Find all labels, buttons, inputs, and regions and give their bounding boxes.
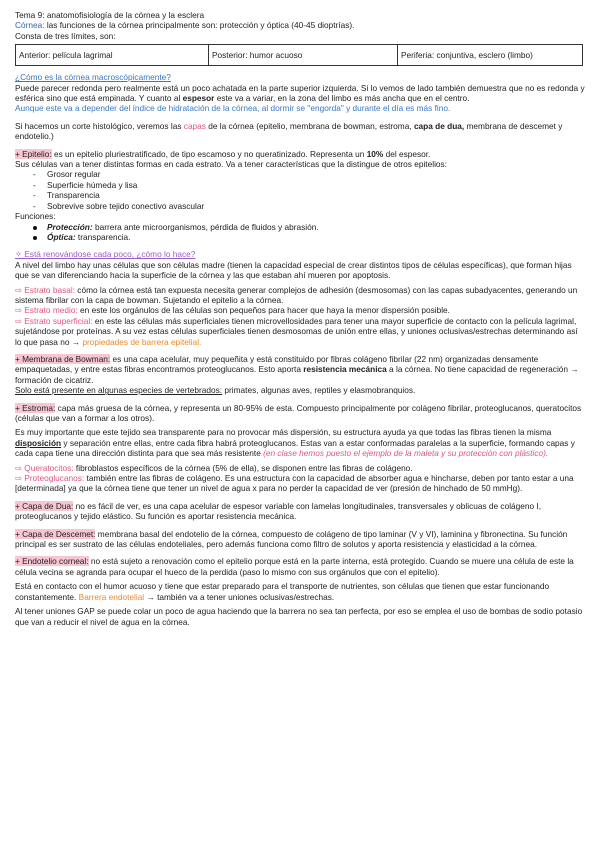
epitelio-forms: Sus células van a tener distintas formas en cada estrato. Va a tener características que la distingue de otros epitelios: (15, 159, 447, 170)
proteoglucanos-label: ⇨ Proteoglucanos: (15, 473, 85, 484)
list-item: - Superficie húmeda y lisa (15, 180, 586, 190)
descemet-text: membrana basal del endotelio de la córnea, compuesto de colágeno de tipo laminar (V y VI), laminina y fibronectina. Su función principal es ser sustrato de las células endoteliales, pero además funciona como filtro de solutos y aporta resistencia y elasticidad a la córnea. (15, 528, 568, 550)
endotelio-text: no está sujeto a renovación como el epitelio porque está en la parte interna, está protegido. Cuando se muere una célula de este la célula vecina se agranda para ocupar el hueco de la perdida (paso lo mismo con sus orgánulos que con el epitelio). (15, 556, 574, 577)
estroma-importance (15, 427, 586, 458)
dua-paragraph (15, 501, 586, 522)
limit-anterior: Anterior: película lagrimal (16, 45, 209, 66)
endotelio-paragraph (15, 556, 586, 577)
bowman-species (15, 385, 586, 395)
estroma-paragraph (15, 403, 586, 424)
endotelio-contact-text-2: → también va a tener uniones oclusivas/estrechas. (144, 591, 335, 602)
limit-periferia: Periferia: conjuntiva, esclero (limbo) (398, 45, 583, 66)
question-renew: ✧ Está renovándose cada poco, ¿cómo lo hace? (15, 249, 196, 260)
renew-paragraph: A nivel del limbo hay unas células que son células madre (tienen la capacidad especial de crear distintos tipos de células específicas), que forman hijas que se van diferenciando hacia la superficie de la córnea y las que estaban ahí mueren por apoptosis. (15, 259, 572, 281)
medio-text: en este los orgánulos de las células son pequeños para hacer que haya la menor dispersión posible. (77, 305, 450, 316)
list-item: - Transparencia (15, 190, 586, 200)
limits-intro: Consta de tres límites, son: (15, 30, 116, 41)
functions-list (15, 222, 586, 243)
estroma-text: capa más gruesa de la córnea, y representa un 80-95% de esta. Compuesto principalmente por colágeno fibrilar, proteoglucanos, queratocitos (células que van a formar a los otros). (15, 402, 582, 423)
histology-text-c: membrana de descemet y endotelio.) (15, 120, 563, 142)
superficial-label: ⇨ Estrato superficial: (15, 315, 93, 326)
endotelio-contact (15, 581, 586, 602)
histology-text-a: Si hacemos un corte histológico, veremos las (15, 120, 184, 131)
epitelio-list (15, 169, 586, 211)
question-macro: ¿Cómo es la córnea macroscópicamente? (15, 72, 171, 83)
superficial-paragraph (15, 316, 586, 347)
estroma-label: + Estroma: (15, 402, 56, 413)
macro-paragraph (15, 83, 586, 104)
function-name: Protección: (47, 221, 93, 232)
bowman-text-2: a la córnea. No tiene capacidad de regeneración → formación de cicatriz. (15, 364, 579, 385)
bowman-label: + Membrana de Bowman: (15, 353, 111, 364)
proteoglucanos-text: también entre las fibras de colágeno. Es una estructura con la capacidad de absorber agua e hincharse, deben por tanto estar a una [determinada] ya que la córnea tiene que tener un nivel de agua x para no perder la capacidad de ver (presión de hinchado de 50 mmHg). (15, 473, 574, 494)
macro-bold: espesor (182, 93, 215, 104)
endotelio-contact-text: Está en contacto con el humor acuoso y tiene que estar preparado para el transporte de nutrientes, son células que tienen que estar funcionando constantemente. (15, 581, 550, 602)
descemet-label: + Capa de Descemet: (15, 528, 96, 539)
histology-bold: capa de dua, (413, 120, 465, 131)
list-item: - Sobrevive sobre tejido conectivo avascular (15, 201, 586, 211)
cornea-label: Córnea: (15, 20, 45, 31)
bowman-bold: resistencia mecánica (303, 364, 387, 375)
endotelio-barrier: Barrera endotelial (78, 591, 145, 602)
basal-text: cómo la córnea está tan expuesta necesita generar complejos de adhesión (desmosomas) con las capas subadyacentes, generando un sistema fibrilar con la capa de bowman. Sujetando el epitelio a la córnea. (15, 284, 578, 305)
macro-text-2: este va a variar, en la zona del limbo es más ancha que en el centro. (214, 93, 470, 104)
descemet-paragraph (15, 529, 586, 550)
limit-posterior: Posterior: humor acuoso (209, 45, 398, 66)
histology-paragraph (15, 121, 586, 142)
bowman-species-text: primates, algunas aves, reptiles y elasmobranquios. (222, 385, 416, 396)
function-text: transparencia. (75, 231, 131, 242)
dua-label: + Capa de Dua: (15, 500, 74, 511)
macro-note: Aunque este va a depender del índice de hidratación de la córnea, al dormir se "engorda" y durante el día es más fino. (15, 103, 451, 114)
epitelio-text-2: del espesor. (383, 148, 431, 159)
endotelio-label: + Endotelio corneal: (15, 556, 89, 567)
list-item (15, 222, 586, 232)
histology-capas: capas (183, 120, 206, 131)
histology-text-b: de la córnea (epitelio, membrana de bowman, estroma, (205, 120, 414, 131)
superficial-barrier: propiedades de barrera epitelial. (82, 336, 202, 347)
proteoglucanos-paragraph (15, 473, 586, 494)
list-item: - Grosor regular (15, 169, 586, 179)
basal-paragraph (15, 285, 586, 306)
bowman-paragraph (15, 354, 586, 385)
epitelio-paragraph (15, 149, 586, 159)
epitelio-text: es un epitelio pluriestratificado, de tipo escamoso y no queratinizado. Representa un (51, 148, 367, 159)
epitelio-label: + Epitelio: (15, 148, 52, 159)
cornea-intro (15, 20, 586, 30)
estroma-importance-bold: disposición (15, 437, 62, 448)
function-text: barrera ante microorganismos, pérdida de fluidos y abrasión. (92, 221, 319, 232)
functions-intro: Funciones: (15, 211, 56, 222)
bowman-species-underline: Solo está presente en algunas especies de vertebrados: (15, 385, 223, 396)
macro-text: Puede parecer redonda pero realmente está un poco achatada en la parte superior izquierda. Si lo vemos de lado también demuestra que no es redonda y esférica sino que está empinada. Y cuanto al (15, 82, 585, 104)
function-name: Óptica: (47, 231, 76, 242)
dua-text: no es fácil de ver, es una capa acelular de espesor variable con lamelas longitudinales, transversales y oblicuas de colágeno I, proteoglucanos y tejido elástico. Su función es aportar resistencia mecánica. (15, 500, 542, 522)
superficial-text: en este las células más superficiales tienen microvellosidades para tener una mayor superficie de contacto con la película lagrimal, sujetándose por proteínas. A su vez estas células superficiales tienen desmosomas de unión entre ellas, y uniones oclusivas/estrechas determinando así lo que pasa no → (15, 315, 578, 347)
cornea-text: las funciones de la córnea principalmente son: protección y óptica (40-45 dioptrías). (44, 20, 355, 31)
topic-title: Tema 9: anatomofisiología de la córnea y la esclera (15, 10, 205, 20)
epitelio-bold: 10% (366, 148, 384, 159)
medio-label: ⇨ Estrato medio: (15, 305, 78, 316)
medio-paragraph (15, 305, 586, 315)
queratocitos-label: ⇨ Queratocitos: (15, 462, 74, 473)
queratocitos-paragraph (15, 463, 586, 473)
bowman-text: es una capa acelular, muy pequeñita y está constituido por fibras colágeno fibrilar (22 nm) organizadas densamente empaquetadas, y entre estas fibras encontramos proteoglucanos. Esto aporta (15, 353, 539, 375)
basal-label: ⇨ Estrato basal: (15, 284, 75, 295)
list-item (15, 232, 586, 242)
queratocitos-text: fibroblastos específicos de la córnea (5% de ella), se disponen entre las fibras de colágeno. (73, 462, 413, 473)
estroma-importance-b: y separación entre ellas, entre cada fibra habrá proteoglucanos. Estas van a estar conformadas paralelas a la superficie, formando capas y cada capa tiene una dirección distinta para que sea más resistente (15, 437, 575, 459)
estroma-importance-a: Es muy importante que este tejido sea transparente para no provocar más dispersión, su estructura ayuda ya que todas las fibras tienen la misma (15, 427, 552, 438)
estroma-importance-note: (en clase hemos puesto el ejemplo de la maleta y su protección con plástico). (263, 448, 549, 459)
gap-paragraph: Al tener uniones GAP se puede colar un poco de agua haciendo que la barrera no sea tan perfecta, por eso se emplea el uso de bombas de sodio potasio que van a reducir el nivel de agua en la córnea. (15, 606, 583, 627)
limits-table (15, 44, 583, 66)
